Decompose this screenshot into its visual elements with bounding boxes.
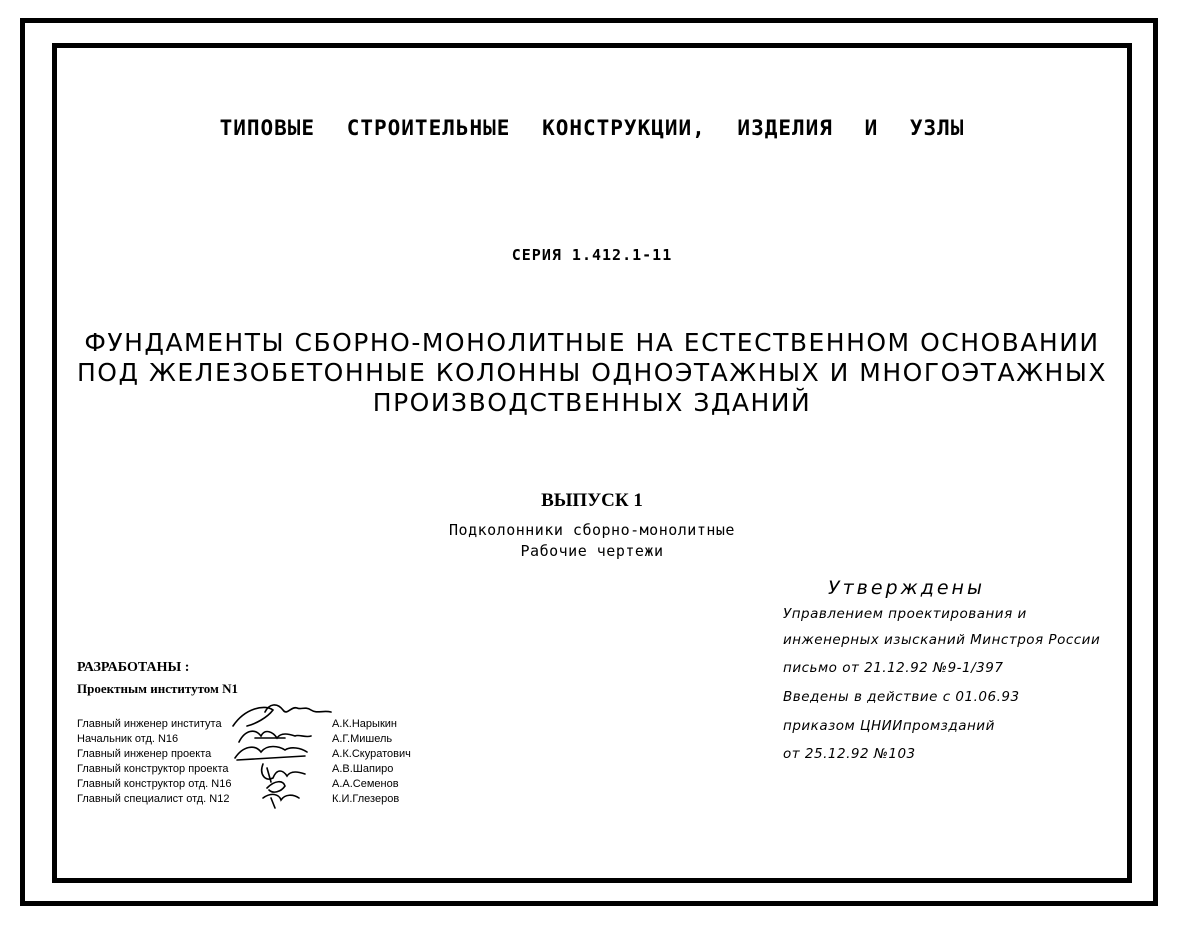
staff-role: Начальник отд. N16 [77, 733, 179, 745]
issue-label: ВЫПУСК 1 [541, 490, 643, 511]
subtitle-line: Рабочие чертежи [520, 542, 664, 560]
title-line: ПОД ЖЕЛЕЗОБЕТОННЫЕ КОЛОННЫ ОДНОЭТАЖНЫХ И МНОГОЭТАЖНЫХ [76, 358, 1107, 387]
subtitle-line: Подколонники сборно-монолитные [449, 521, 735, 539]
title-line: ФУНДАМЕНТЫ СБОРНО-МОНОЛИТНЫЕ НА ЕСТЕСТВЕННОМ ОСНОВАНИИ [84, 328, 1100, 357]
developed-label: РАЗРАБОТАНЫ : [77, 660, 190, 675]
issue-subtitle [0, 520, 1184, 562]
staff-name: А.А.Семенов [332, 778, 399, 790]
staff-name: К.И.Глезеров [332, 793, 400, 805]
approval-line: инженерных изысканий Минстроя России [783, 632, 1101, 648]
approval-line: Введены в действие с 01.06.93 [783, 689, 1020, 705]
staff-name: А.К.Нарыкин [332, 718, 397, 730]
staff-name: А.К.Скуратович [332, 748, 411, 760]
series-number: СЕРИЯ 1.412.1-11 [511, 246, 673, 264]
document-title [0, 328, 1184, 418]
signatures-graphic [225, 698, 335, 810]
approval-line: Управлением проектирования и [783, 606, 1027, 622]
approval-line: от 25.12.92 №103 [783, 746, 916, 762]
inner-frame [52, 43, 1132, 883]
approval-line: приказом ЦНИИпромзданий [783, 718, 995, 734]
staff-role: Главный конструктор проекта [77, 763, 229, 775]
developer-organization: Проектным институтом N1 [77, 681, 239, 696]
staff-name: А.В.Шапиро [332, 763, 394, 775]
staff-role: Главный специалист отд. N12 [77, 793, 230, 805]
staff-role: Главный конструктор отд. N16 [77, 778, 232, 790]
staff-role: Главный инженер института [77, 718, 222, 730]
approval-line: письмо от 21.12.92 №9-1/397 [783, 660, 1004, 676]
document-header: ТИПОВЫЕ СТРОИТЕЛЬНЫЕ КОНСТРУКЦИИ, ИЗДЕЛИЯ И УЗЛЫ [219, 116, 965, 140]
title-line: ПРОИЗВОДСТВЕННЫХ ЗДАНИЙ [372, 388, 812, 417]
staff-name: А.Г.Мишель [332, 733, 393, 745]
staff-role: Главный инженер проекта [77, 748, 212, 760]
approval-title: Утверждены [828, 577, 985, 599]
